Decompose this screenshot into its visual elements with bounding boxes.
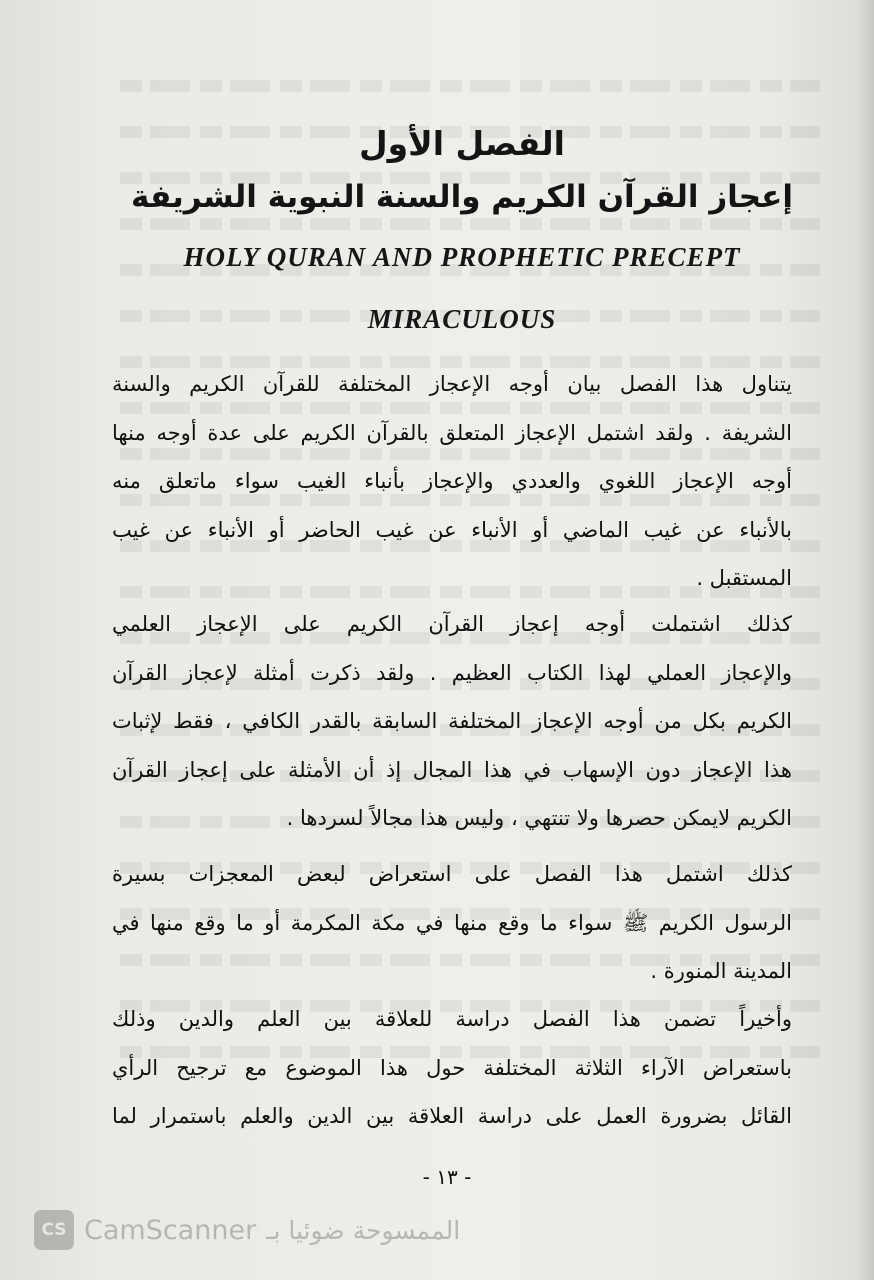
page-number: - ١٣ - xyxy=(422,1165,472,1189)
paragraph-4 xyxy=(112,995,792,1141)
text-line: المستقبل . xyxy=(696,566,792,590)
text-line: الكريم بكل من أوجه الإعجاز المختلفة السابقة بالقدر الكافي ، فقط لإثبات xyxy=(112,709,792,733)
watermark-text-arabic: الممسوحة ضوئيا بـ xyxy=(266,1215,461,1245)
paragraph-3 xyxy=(112,850,792,996)
chapter-title-arabic: إعجاز القرآن الكريم والسنة النبوية الشريفة xyxy=(131,179,793,215)
paragraph-1 xyxy=(112,360,792,603)
text-line: هذا الإعجاز دون الإسهاب في هذا المجال إذ أن الأمثلة على إعجاز القرآن xyxy=(112,757,792,782)
chapter-title-english-line1: HOLY QURAN AND PROPHETIC PRECEPT xyxy=(183,242,741,272)
text-line: باستعراض الآراء الثلاثة المختلفة حول هذا الموضوع مع ترجيح الرأي xyxy=(112,1055,792,1080)
text-line: يتناول هذا الفصل بيان أوجه الإعجاز المختلفة للقرآن الكريم والسنة xyxy=(112,372,792,396)
text-line: كذلك اشتملت أوجه إعجاز القرآن الكريم على الإعجاز العلمي xyxy=(112,612,792,636)
text-line: وأخيراً تضمن هذا الفصل دراسة للعلاقة بين العلم والدين وذلك xyxy=(112,1007,792,1031)
camscanner-watermark xyxy=(34,1208,460,1252)
text-line: الكريم لايمكن حصرها ولا تنتهي ، وليس هذا مجالاً لسردها . xyxy=(286,806,792,830)
text-line: أوجه الإعجاز اللغوي والعددي والإعجاز بأنباء الغيب سواء ماتعلق منه xyxy=(112,469,792,493)
text-line: الرسول الكريم ﷺ سواء ما وقع منها في مكة المكرمة أو ما وقع منها في xyxy=(112,910,792,935)
text-line: الشريفة . ولقد اشتمل الإعجاز المتعلق بالقرآن الكريم على عدة أوجه منها xyxy=(112,420,792,445)
chapter-title-english-line2: MIRACULOUS xyxy=(367,304,557,334)
text-line: المدينة المنورة . xyxy=(650,959,792,983)
text-line: والإعجاز العملي لهذا الكتاب العظيم . ولقد ذكرت أمثلة لإعجاز القرآن xyxy=(112,660,792,685)
chapter-label: الفصل الأول xyxy=(359,124,565,163)
paragraph-2 xyxy=(112,600,792,843)
watermark-text-english: CamScanner xyxy=(84,1214,257,1246)
text-line: كذلك اشتمل هذا الفصل على استعراض لبعض المعجزات بسيرة xyxy=(112,862,792,886)
camscanner-logo-icon: CS xyxy=(34,1210,74,1250)
text-line: القائل بضرورة العمل على دراسة العلاقة بين الدين والعلم باستمرار لما xyxy=(112,1104,792,1128)
text-line: بالأنباء عن غيب الماضي أو الأنباء عن غيب الحاضر أو الأنباء عن غيب xyxy=(112,517,792,542)
